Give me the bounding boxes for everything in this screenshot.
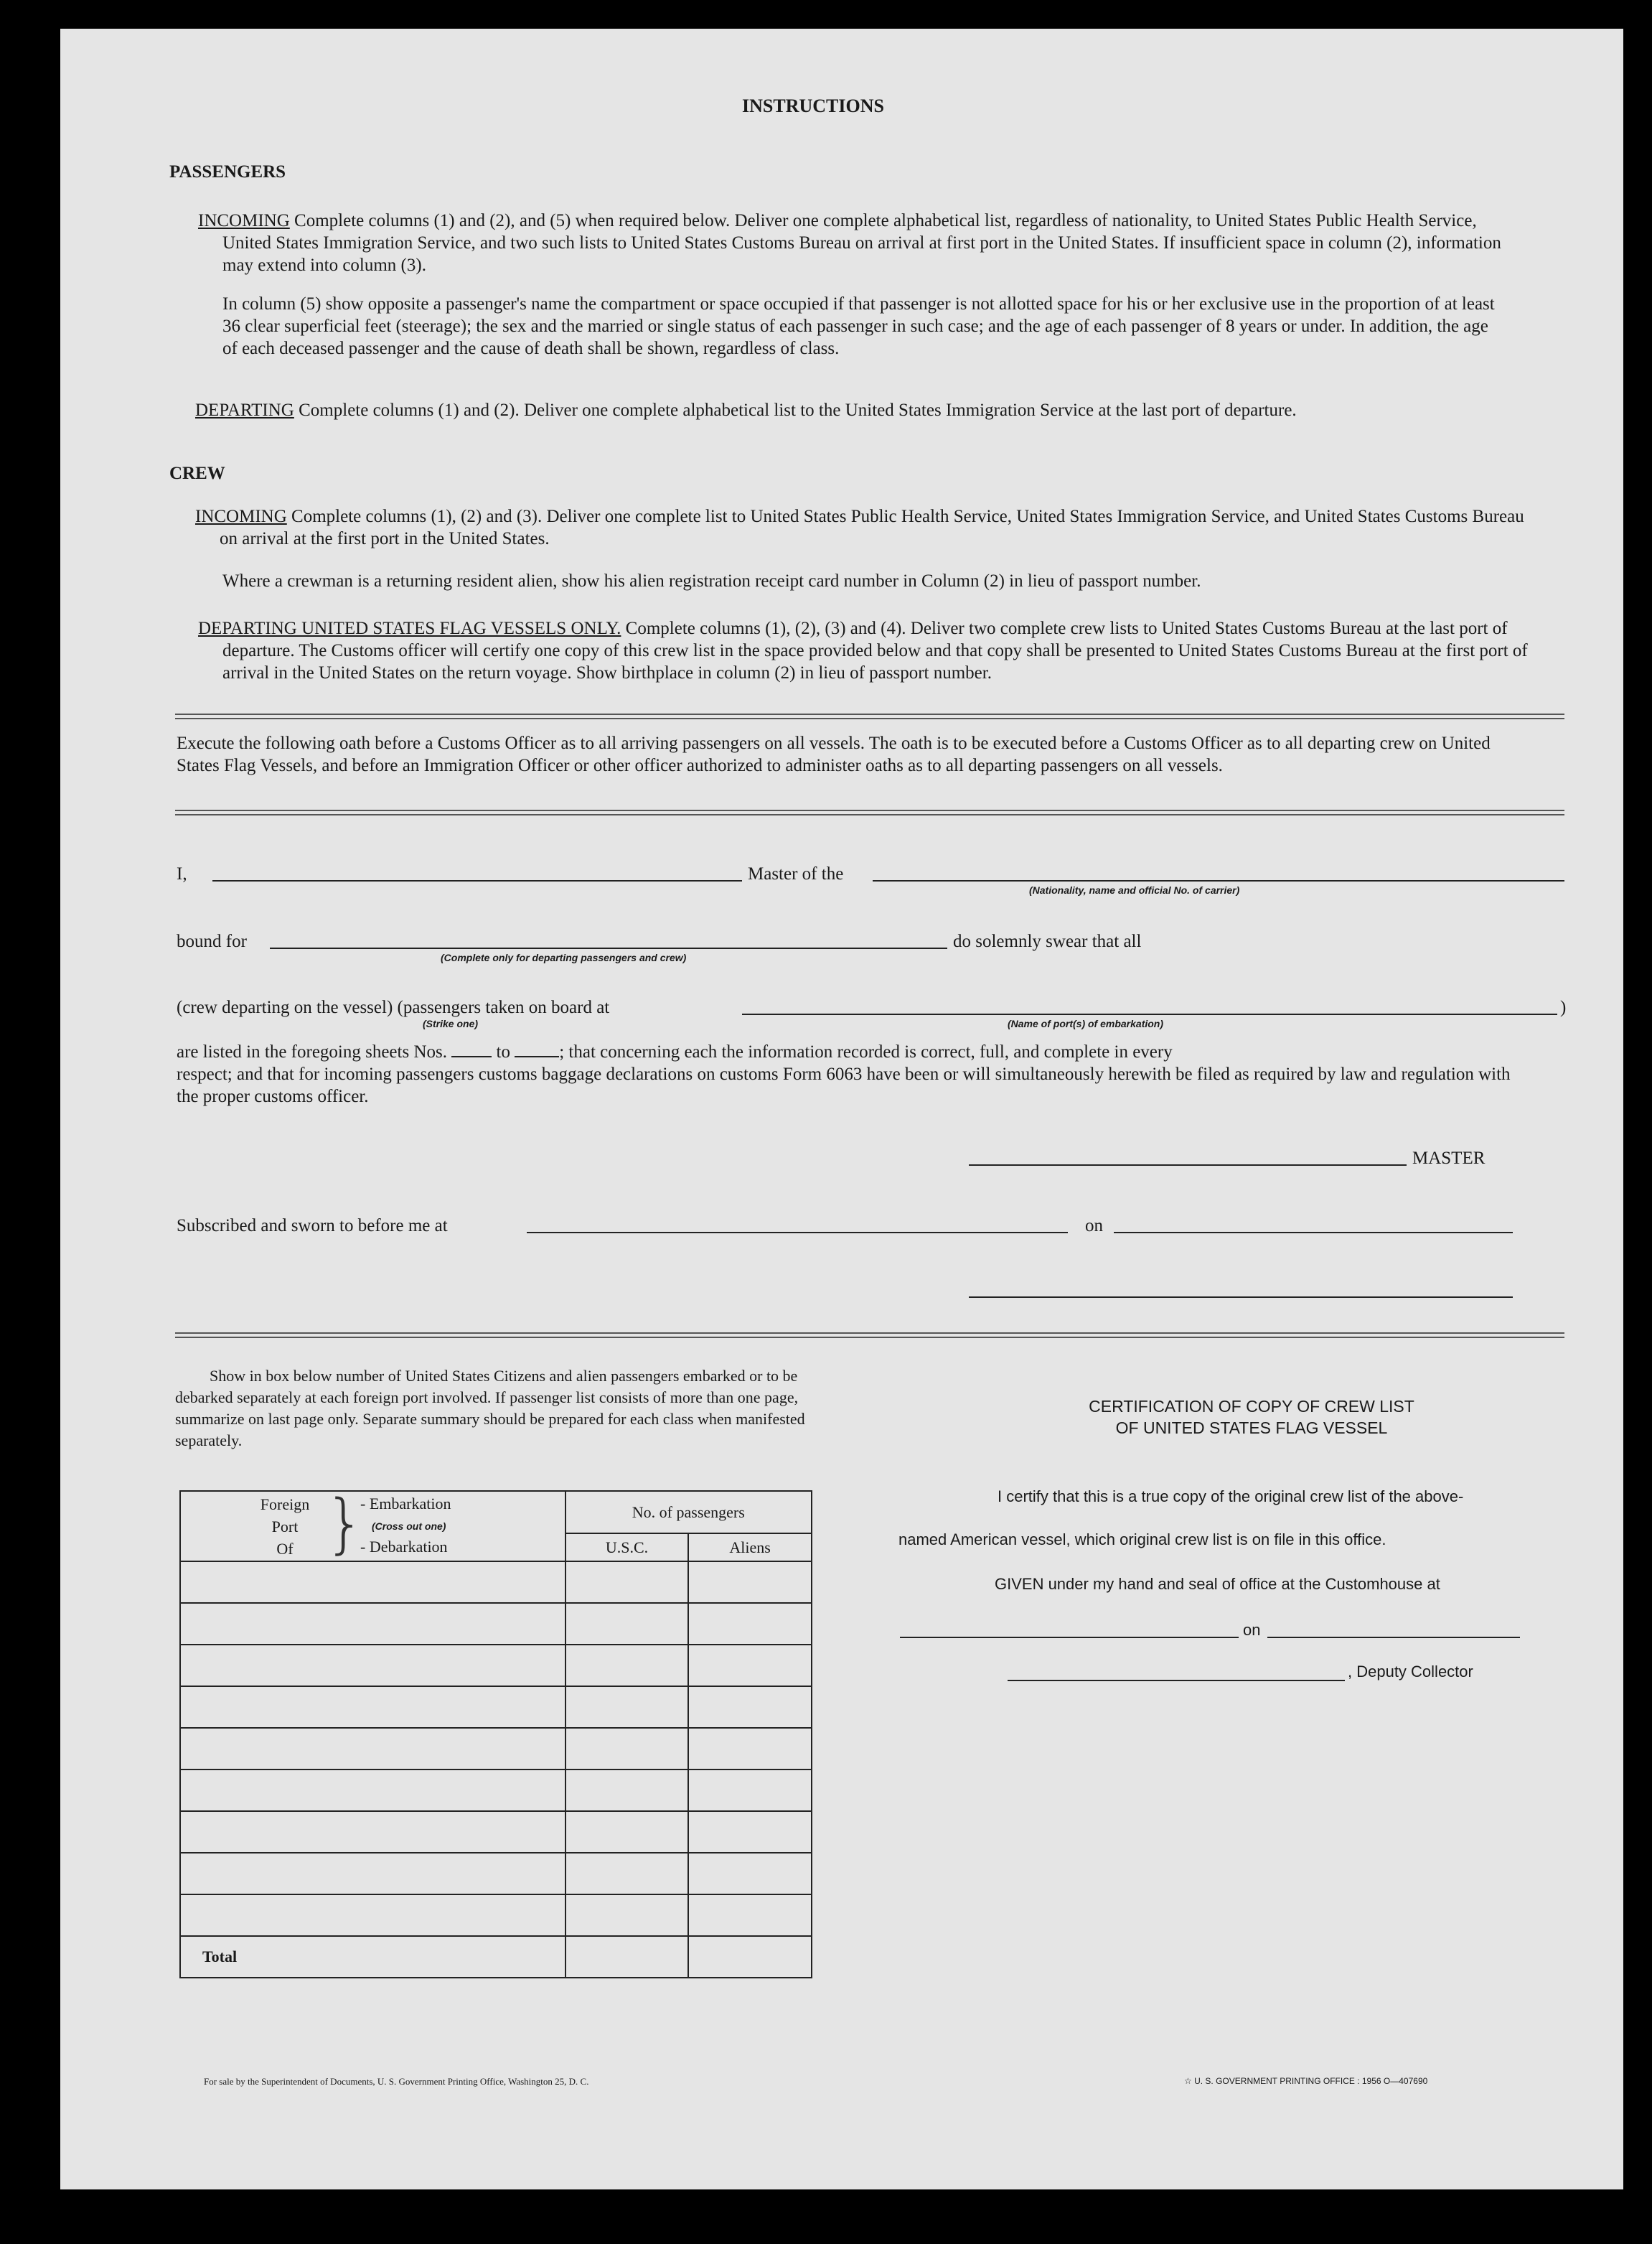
aliens-cell[interactable]	[688, 1770, 812, 1811]
aliens-cell[interactable]	[688, 1853, 812, 1894]
crew-departing-paragraph	[198, 617, 1529, 684]
deputy-collector-label: , Deputy Collector	[1348, 1663, 1473, 1680]
aliens-cell[interactable]	[688, 1561, 812, 1603]
aliens-cell[interactable]	[688, 1894, 812, 1936]
table-row	[180, 1853, 812, 1894]
passengers-incoming-paragraph	[198, 210, 1529, 276]
port-cell[interactable]	[180, 1728, 565, 1770]
master-signature-field[interactable]	[969, 1164, 1407, 1166]
sworn-location-field[interactable]	[527, 1232, 1068, 1233]
crew-resident-paragraph: Where a crewman is a returning resident alien, show his alien registration receipt card number in Column (2) in lieu of passport number.	[222, 571, 1201, 591]
certification-title	[921, 1396, 1582, 1439]
port-cell[interactable]	[180, 1894, 565, 1936]
officer-signature-field[interactable]	[969, 1296, 1513, 1298]
bound-for-label: bound for	[177, 932, 247, 951]
passengers-departing-text: Complete columns (1) and (2). Deliver one complete alphabetical list to the United States Immigration Service at the last port of departure.	[294, 401, 1297, 420]
master-name-field[interactable]	[212, 880, 742, 882]
passengers-departing-paragraph	[195, 399, 1529, 421]
usc-cell[interactable]	[565, 1728, 689, 1770]
crew-heading: CREW	[169, 464, 225, 483]
sheets-to-label: to	[496, 1042, 510, 1062]
sheets-statement: ; that concerning each the information recorded is correct, full, and complete in every	[559, 1042, 1173, 1062]
table-row	[180, 1728, 812, 1770]
certification-title-line2: OF UNITED STATES FLAG VESSEL	[1115, 1418, 1388, 1437]
foreign-port-label-1: Foreign	[260, 1495, 310, 1513]
passengers-heading: PASSENGERS	[169, 162, 286, 182]
port-cell[interactable]	[180, 1645, 565, 1686]
port-cell[interactable]	[180, 1811, 565, 1853]
usc-cell[interactable]	[565, 1645, 689, 1686]
given-line: GIVEN under my hand and seal of office at the Customhouse at	[995, 1575, 1440, 1593]
port-cell[interactable]	[180, 1686, 565, 1728]
master-label: MASTER	[1412, 1149, 1486, 1168]
table-row	[180, 1770, 812, 1811]
aliens-cell[interactable]	[688, 1728, 812, 1770]
crew-departing-label: (crew departing on the vessel) (passengers taken on board at	[177, 998, 610, 1017]
sworn-on-label: on	[1085, 1216, 1103, 1235]
aliens-cell[interactable]	[688, 1645, 812, 1686]
cert-on-label: on	[1243, 1621, 1261, 1639]
form-page	[60, 29, 1623, 2189]
passengers-incoming-text: Complete columns (1) and (2), and (5) when required below. Deliver one complete alphabetical list, regardless of nationality, to United States Public Health Service, United States Immigration Service, and two such lists to United States Customs Bureau on arrival at first port in the United States. If insufficient space in column (2), information may extend into column (3).	[222, 211, 1501, 275]
port-caption: (Name of port(s) of embarkation)	[1008, 1018, 1164, 1029]
nationality-caption: (Nationality, name and official No. of carrier)	[1029, 884, 1240, 896]
crew-departing-text: Complete columns (1), (2), (3) and (4). Deliver two complete crew lists to United States Customs Bureau at the last port of departure. The Customs officer will certify one copy of this crew list in the space provided below and that copy shall be presented to United States Customs Bureau at the first port of arrival in the United States on the return voyage. Show birthplace in column (2) in lieu of passport number.	[222, 619, 1528, 683]
sworn-date-field[interactable]	[1114, 1232, 1513, 1233]
certify-line-2: named American vessel, which original crew list is on file in this office.	[898, 1530, 1386, 1548]
usc-cell[interactable]	[565, 1603, 689, 1645]
certify-line-1: I certify that this is a true copy of the original crew list of the above-	[998, 1487, 1464, 1505]
divider	[175, 1332, 1564, 1338]
table-row	[180, 1603, 812, 1645]
carrier-field[interactable]	[873, 880, 1564, 882]
table-row	[180, 1561, 812, 1603]
oath-intro-paragraph: Execute the following oath before a Customs Officer as to all arriving passengers on all vessels. The oath is to be executed before a Customs Officer as to all departing crew on United States Flag Vessels, and before an Immigration Officer or other officer authorized to administer oaths as to all departing passengers on all vessels.	[177, 734, 1491, 775]
debarkation-label: - Debarkation	[360, 1538, 448, 1556]
aliens-total-cell[interactable]	[688, 1936, 812, 1978]
aliens-cell[interactable]	[688, 1603, 812, 1645]
total-label: Total	[180, 1936, 565, 1978]
cross-out-caption: (Cross out one)	[372, 1520, 446, 1532]
crew-departing-label: DEPARTING UNITED STATES FLAG VESSELS ONLY.	[198, 619, 621, 638]
sheet-from-field[interactable]	[451, 1042, 492, 1057]
usc-header: U.S.C.	[565, 1533, 689, 1561]
master-of-the-label: Master of the	[748, 864, 844, 884]
aliens-header: Aliens	[688, 1533, 812, 1561]
certification-title-line1: CERTIFICATION OF COPY OF CREW LIST	[1089, 1397, 1414, 1416]
sheets-label: are listed in the foregoing sheets Nos.	[177, 1042, 447, 1062]
crew-incoming-text: Complete columns (1), (2) and (3). Deliver one complete list to United States Public Health Service, United States Immigration Service, and United States Customs Bureau on arrival at the first port in the United States.	[220, 507, 1524, 548]
table-row	[180, 1686, 812, 1728]
usc-cell[interactable]	[565, 1894, 689, 1936]
port-cell[interactable]	[180, 1603, 565, 1645]
usc-cell[interactable]	[565, 1686, 689, 1728]
footer-sale-note: For sale by the Superintendent of Documents, U. S. Government Printing Office, Washington 25, D. C.	[204, 2076, 589, 2087]
usc-cell[interactable]	[565, 1770, 689, 1811]
usc-cell[interactable]	[565, 1811, 689, 1853]
table-row	[180, 1894, 812, 1936]
page-title: INSTRUCTIONS	[742, 95, 884, 116]
embarkation-label: - Embarkation	[360, 1495, 451, 1513]
customhouse-field[interactable]	[900, 1637, 1239, 1638]
total-row	[180, 1936, 812, 1978]
embarkation-port-field[interactable]	[742, 1014, 1557, 1015]
port-cell[interactable]	[180, 1561, 565, 1603]
close-paren: )	[1560, 998, 1567, 1017]
divider	[175, 810, 1564, 815]
crew-incoming-label: INCOMING	[195, 507, 287, 526]
table-row	[180, 1811, 812, 1853]
brace-icon: }	[324, 1486, 366, 1561]
deputy-signature-field[interactable]	[1008, 1680, 1345, 1681]
aliens-cell[interactable]	[688, 1811, 812, 1853]
aliens-cell[interactable]	[688, 1686, 812, 1728]
footer-printing-office: ☆ U. S. GOVERNMENT PRINTING OFFICE : 1956 O—407690	[1184, 2076, 1428, 2086]
foreign-port-header	[180, 1486, 565, 1561]
oath-i-label: I,	[177, 864, 187, 884]
usc-cell[interactable]	[565, 1561, 689, 1603]
no-passengers-header: No. of passengers	[565, 1491, 812, 1533]
sheet-to-field[interactable]	[515, 1042, 559, 1057]
usc-total-cell[interactable]	[565, 1936, 689, 1978]
passengers-incoming-label: INCOMING	[198, 211, 290, 230]
subscribed-label: Subscribed and sworn to before me at	[177, 1216, 448, 1235]
foreign-port-label-2: Port	[271, 1518, 299, 1535]
complete-caption: (Complete only for departing passengers and crew)	[441, 952, 687, 963]
sheets-line	[177, 1041, 1173, 1063]
passengers-column5-paragraph: In column (5) show opposite a passenger's name the compartment or space occupied if that passenger is not allotted space for his or her exclusive use in the proportion of at least 36 clear superficial feet (steerage); the sex and the married or single status of each passenger in such case; and the age of each passenger of 8 years or under. In addition, the age of each deceased passenger and the cause of death shall be shown, regardless of class.	[222, 294, 1495, 358]
passenger-summary-table	[179, 1486, 812, 1978]
table-row	[180, 1645, 812, 1686]
destination-field[interactable]	[270, 948, 947, 949]
passengers-departing-label: DEPARTING	[195, 401, 294, 420]
port-cell[interactable]	[180, 1770, 565, 1811]
sheets-rest-paragraph: respect; and that for incoming passengers customs baggage declarations on customs Form 6063 have been or will simultaneously herewith be filed as required by law and regulation with the proper customs officer.	[177, 1065, 1511, 1106]
swear-label: do solemnly swear that all	[953, 932, 1142, 951]
foreign-port-label-3: Of	[276, 1540, 294, 1558]
strike-caption: (Strike one)	[423, 1018, 479, 1029]
crew-incoming-paragraph	[195, 505, 1529, 550]
cert-date-field[interactable]	[1267, 1637, 1520, 1638]
port-cell[interactable]	[180, 1853, 565, 1894]
usc-cell[interactable]	[565, 1853, 689, 1894]
summary-instructions: Show in box below number of United States Citizens and alien passengers embarked or to be debarked separately at each foreign port involved. If passenger list consists of more than one page, summarize on last page only. Separate summary should be prepared for each class when manifested separately.	[175, 1367, 805, 1449]
divider	[175, 714, 1564, 719]
